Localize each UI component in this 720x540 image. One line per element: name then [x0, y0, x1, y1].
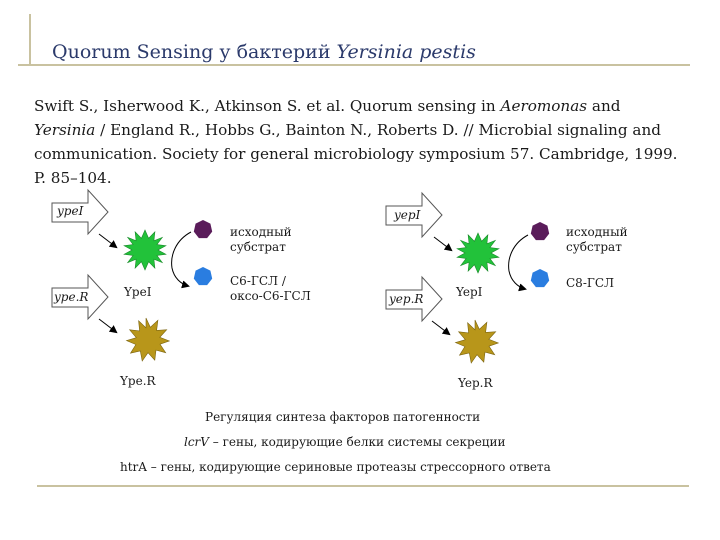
title-species: Yersinia pestis [336, 41, 476, 63]
ypeI-protein-label: YpeI [124, 285, 152, 299]
reference-part-1: Swift S., Isherwood K., Atkinson S. et al. Quorum sensing in [34, 97, 496, 115]
left-conversion-arrow [172, 232, 191, 286]
yepI-gene-label: yepI [394, 208, 421, 222]
ypeR-protein-label: Ype.R [120, 374, 156, 388]
yepR-protein-star [456, 320, 499, 363]
bottom-rule [37, 485, 689, 487]
right-substrate-heptagon [531, 222, 549, 240]
reference-part-rest: / England R., Hobbs G., Bainton N., Roberts D. // Microbial signaling and communication. Society for general microbiology symposium 57. Cambridge, 1999. P. 85–104. [34, 121, 678, 187]
yepR-gene-label: yep.R [389, 292, 424, 306]
reference-part-and: and [591, 97, 621, 115]
reference-part-aeromonas: Aeromonas [500, 97, 588, 115]
left-product-label: С6-ГСЛ / оксо-С6-ГСЛ [230, 274, 311, 303]
ypeI-protein-star [124, 230, 166, 270]
ypeR-expression-arrow [99, 319, 116, 332]
htra-caption: htrA – гены, кодирующие сериновые протеазы стрессорного ответа [120, 460, 551, 474]
left-substrate-heptagon [194, 220, 212, 238]
right-product-label: С8-ГСЛ [566, 276, 615, 290]
yepR-expression-arrow [432, 321, 449, 334]
ypeI-gene-label: ypeI [57, 204, 84, 218]
yepR-protein-label: Yep.R [458, 376, 493, 390]
reference-part-yersinia: Yersinia [34, 121, 96, 139]
yepI-protein-label: YepI [456, 285, 483, 299]
left-product-heptagon [194, 267, 212, 285]
regulation-caption: Регуляция синтеза факторов патогенности [205, 410, 481, 424]
ypeR-protein-star [127, 318, 170, 361]
left-substrate-label: исходный субстрат [230, 225, 292, 254]
right-conversion-arrow [509, 235, 528, 289]
title-main: Quorum Sensing у бактерий [52, 41, 331, 63]
ypeI-expression-arrow [99, 234, 116, 247]
lcrv-gene-name: lcrV [184, 435, 209, 449]
lcrv-caption [184, 435, 506, 449]
ypeR-gene-label: ype.R [54, 290, 89, 304]
yepI-protein-star [457, 233, 499, 273]
right-product-heptagon [531, 269, 549, 287]
right-substrate-label: исходный субстрат [566, 225, 628, 254]
yepI-expression-arrow [434, 237, 451, 250]
lcrv-description: – гены, кодирующие белки системы секреции [212, 435, 506, 449]
